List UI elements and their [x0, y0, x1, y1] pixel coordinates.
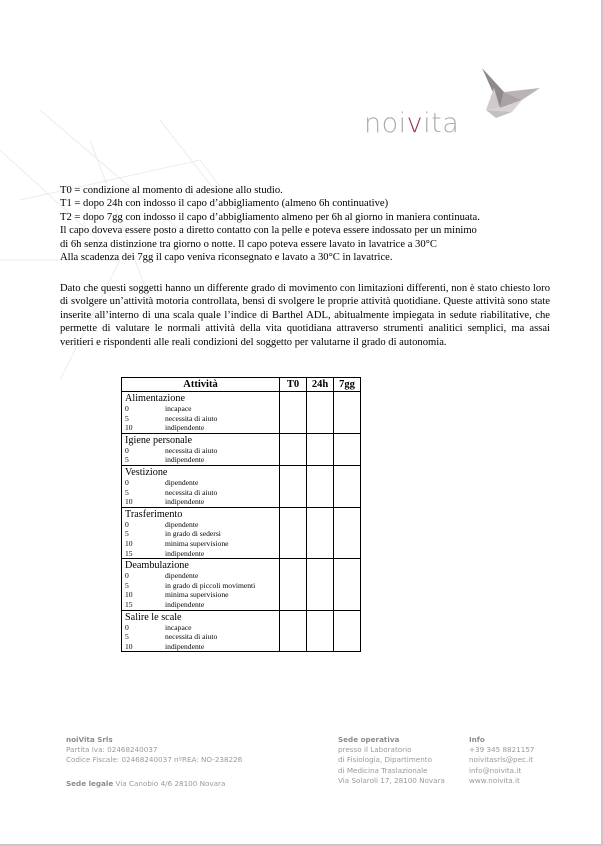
intro-line-garment-1: Il capo doveva essere posto a diretto contatto con la pelle e poteva essere indossato per un minimo	[60, 225, 477, 237]
item-score: 5	[125, 580, 129, 590]
header-t0: T0	[280, 378, 307, 392]
item-label: incapace	[165, 622, 192, 632]
7gg-cell	[334, 433, 361, 465]
7gg-cell	[334, 610, 361, 652]
activity-cell	[122, 392, 280, 434]
item-score: 5	[125, 455, 129, 465]
score-item	[122, 590, 279, 600]
score-item	[122, 600, 279, 610]
item-label: indipendente	[165, 599, 205, 609]
score-item	[122, 478, 279, 488]
score-item	[122, 581, 279, 591]
activity-name: Trasferimento	[125, 508, 183, 520]
table-row	[122, 507, 361, 558]
item-score: 10	[125, 423, 133, 433]
footer-legal-label: Sede legale	[66, 778, 114, 788]
item-label: indipendente	[165, 497, 205, 507]
score-item	[122, 632, 279, 642]
intro-line-garment-3: Alla scadenza dei 7gg il capo veniva riconsegnato e lavato a 30°C in lavatrice.	[60, 252, 393, 264]
score-item	[122, 642, 279, 652]
item-score: 5	[125, 529, 129, 539]
score-item	[122, 414, 279, 424]
item-score: 0	[125, 477, 129, 487]
footer-office-line: di Medicina Traslazionale	[338, 765, 428, 775]
footer-vat: Partita Iva: 02468240037	[66, 745, 158, 755]
item-score: 10	[125, 641, 133, 651]
intro-definitions	[60, 184, 550, 264]
footer-office-title: Sede operativa	[338, 735, 400, 744]
t0-cell	[280, 507, 307, 558]
7gg-cell	[334, 507, 361, 558]
t0-cell	[280, 433, 307, 465]
paragraph-text: Dato che questi soggetti hanno un differente grado di movimento con limitazioni differenti, non è stato chiesto loro di svolgere un’attività motoria controllata, bensì di svolgere le proprie attività quotidiane. Queste attività sono state inserite all’interno di una scala quale l’indice di Barthel ADL, abitualmente impiegata in sedute riabilitative, che permette di valutare le normali attività della vita quotidiana attraverso strumenti analitici semplici, ma assai veritieri e rispondenti alle reali condizioni del soggetto per valutarne il grado di autonomia.	[60, 283, 550, 348]
header-activity: Attività	[122, 378, 280, 392]
item-label: necessita di aiuto	[165, 632, 218, 642]
activity-name: Igiene personale	[125, 434, 193, 446]
item-score: 15	[125, 548, 133, 558]
barthel-adl-table	[121, 377, 361, 652]
score-item	[122, 529, 279, 539]
footer-legal-address: Via Canobio 4/6 28100 Novara	[115, 778, 226, 788]
item-label: indipendente	[165, 548, 205, 558]
footer-company-name: noiVita Srls	[66, 735, 113, 744]
activity-cell	[122, 433, 280, 465]
footer-info-title: Info	[469, 735, 485, 744]
table-row	[122, 610, 361, 652]
footer-office-line: presso il Laboratorio	[338, 745, 412, 755]
item-score: 0	[125, 445, 129, 455]
score-item	[122, 571, 279, 581]
score-item	[122, 539, 279, 549]
intro-line-t1: T1 = dopo 24h con indosso il capo d’abbigliamento (almeno 6h continuative)	[60, 198, 389, 210]
t0-cell	[280, 559, 307, 610]
score-item	[122, 549, 279, 559]
logo-text-prefix: noi	[364, 108, 407, 139]
24h-cell	[307, 507, 334, 558]
table-row	[122, 465, 361, 507]
activity-name: Alimentazione	[125, 393, 185, 404]
footer-tax-code: Codice Fiscale: 02468240037 nºREA: NO-238226	[66, 755, 243, 765]
item-label: dipendente	[165, 519, 199, 529]
header-7gg: 7gg	[334, 378, 361, 392]
item-label: minima supervisione	[165, 538, 229, 548]
item-score: 0	[125, 622, 129, 632]
score-item	[122, 623, 279, 633]
activity-cell	[122, 559, 280, 610]
activity-name: Salire le scale	[125, 611, 182, 623]
footer-office	[338, 735, 458, 786]
table-row	[122, 559, 361, 610]
item-score: 0	[125, 571, 129, 581]
footer-phone: +39 345 8821157	[469, 745, 535, 755]
header-24h: 24h	[307, 378, 334, 392]
score-item	[122, 404, 279, 414]
item-label: indipendente	[165, 641, 205, 651]
item-score: 0	[125, 404, 129, 413]
score-item	[122, 497, 279, 507]
score-item	[122, 423, 279, 433]
footer-company	[66, 735, 316, 789]
intro-line-t2: T2 = dopo 7gg con indosso il capo d’abbigliamento almeno per 6h al giorno in maniera continuata.	[60, 211, 480, 223]
footer-pec-email[interactable]: noivitasrls@pec.it	[469, 755, 534, 765]
t0-cell	[280, 392, 307, 434]
24h-cell	[307, 610, 334, 652]
intro-line-t0: T0 = condizione al momento di adesione allo studio.	[60, 185, 283, 196]
footer-info	[469, 735, 579, 786]
24h-cell	[307, 465, 334, 507]
item-label: indipendente	[165, 423, 205, 433]
item-label: dipendente	[165, 477, 199, 487]
table-row	[122, 392, 361, 434]
item-score: 0	[125, 519, 129, 529]
activity-cell	[122, 610, 280, 652]
footer-office-line: di Fisiologia, Dipartimento	[338, 755, 432, 765]
item-score: 15	[125, 599, 133, 609]
score-item	[122, 446, 279, 456]
logo-text-suffix: ita	[423, 108, 460, 139]
item-label: dipendente	[165, 571, 199, 581]
item-label: incapace	[165, 404, 192, 413]
table-row	[122, 433, 361, 465]
description-paragraph	[60, 282, 550, 349]
7gg-cell	[334, 392, 361, 434]
item-score: 5	[125, 487, 129, 497]
activity-name: Deambulazione	[125, 560, 189, 572]
item-score: 10	[125, 538, 133, 548]
t0-cell	[280, 610, 307, 652]
activity-name: Vestizione	[125, 466, 168, 478]
score-item	[122, 520, 279, 530]
noivita-logo-text	[364, 108, 459, 139]
activity-cell	[122, 465, 280, 507]
footer-website[interactable]: www.noivita.it	[469, 775, 520, 785]
t0-cell	[280, 465, 307, 507]
footer-legal-seat	[66, 779, 316, 789]
table-header-row	[122, 378, 361, 392]
footer-email[interactable]: info@noivita.it	[469, 765, 522, 775]
item-score: 10	[125, 590, 133, 600]
7gg-cell	[334, 465, 361, 507]
score-item	[122, 455, 279, 465]
7gg-cell	[334, 559, 361, 610]
intro-line-garment-2: di 6h senza distinzione tra giorno o notte. Il capo poteva essere lavato in lavatrice a 30°C	[60, 238, 437, 250]
activity-cell	[122, 507, 280, 558]
item-label: necessita di aiuto	[165, 487, 218, 497]
score-item	[122, 488, 279, 498]
item-score: 5	[125, 632, 129, 642]
item-score: 10	[125, 497, 133, 507]
logo-text-accent: v	[406, 108, 424, 139]
24h-cell	[307, 433, 334, 465]
item-label: in grado di sedersi	[165, 529, 221, 539]
item-label: minima supervisione	[165, 590, 229, 600]
item-score: 5	[125, 413, 129, 423]
item-label: indipendente	[165, 455, 205, 465]
24h-cell	[307, 559, 334, 610]
item-label: in grado di piccoli movimenti	[165, 580, 256, 590]
footer-office-line: Via Solaroli 17, 28100 Novara	[338, 775, 445, 785]
item-label: necessita di aiuto	[165, 413, 218, 423]
item-label: necessita di aiuto	[165, 445, 218, 455]
24h-cell	[307, 392, 334, 434]
